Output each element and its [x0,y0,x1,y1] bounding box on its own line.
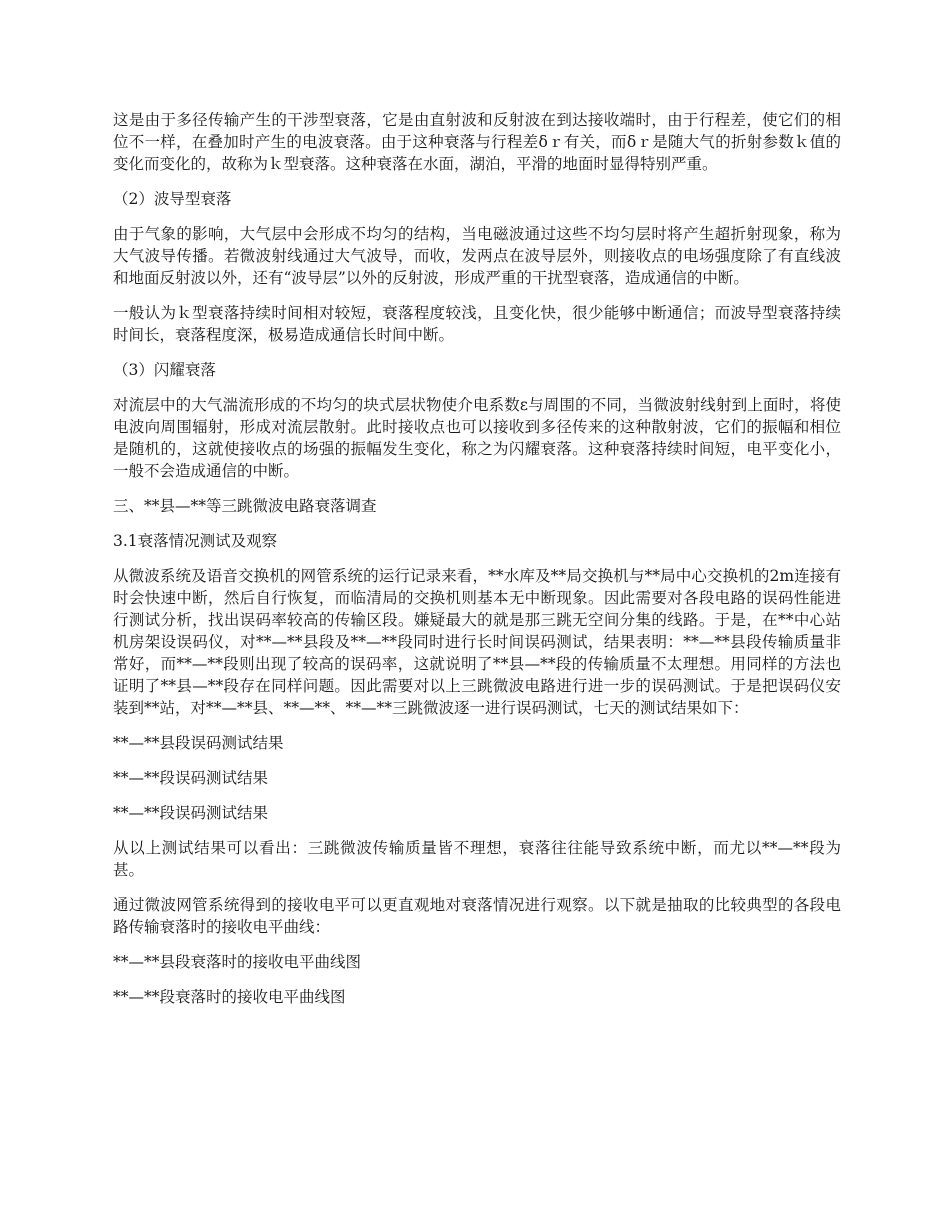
paragraph-receive-level-intro: 通过微波网管系统得到的接收电平可以更直观地对衰落情况进行观察。以下就是抽取的比较典型的各段电路传输衰落时的接收电平曲线： [113,896,841,936]
paragraph-test-conclusion: 从以上测试结果可以看出：三跳微波传输质量皆不理想，衰落往往能导致系统中断，而尤以**—**段为甚。 [113,839,841,879]
subsection-heading-3-1: 3.1衰落情况测试及观察 [113,532,278,550]
caption-test-result-3: **—**段误码测试结果 [113,804,269,822]
caption-test-result-2: **—**段误码测试结果 [113,769,269,787]
paragraph-waveguide-description: 由于气象的影响，大气层中会形成不均匀的结构，当电磁波通过这些不均匀层时将产生超折射现象，称为大气波导传播。若微波射线通过大气波导，而收，发两点在波导层外，则接收点的电场强度除了有直线波和地面反射波以外，还有“波导层”以外的反射波，形成严重的干扰型衰落，造成通信的中断。 [113,225,841,287]
paragraph-test-process: 从微波系统及语音交换机的网管系统的运行记录来看，**水库及**局交换机与**局中心交换机的2m连接有时会快速中断，然后自行恢复，而临清局的交换机则基本无中断现象。因此需要对各段电路的误码性能进行测试分析，找出误码率较高的传输区段。嫌疑最大的就是那三跳无空间分集的线路。于是，在**中心站机房架设误码仪，对**—**县段及**—**段同时进行长时间误码测试，结果表明：**—**县段传输质量非常好，而**—**段则出现了较高的误码率，这就说明了**县—**段的传输质量不太理想。用同样的方法也证明了**县—**段存在同样问题。因此需要对以上三跳微波电路进行进一步的误码测试。于是把误码仪安装到**站，对**—**县、**—**、**—**三跳微波逐一进行误码测试，七天的测试结果如下： [113,567,841,717]
paragraph-k-fading: 这是由于多径传输产生的干涉型衰落，它是由直射波和反射波在到达接收端时，由于行程差，使它们的相位不一样，在叠加时产生的电波衰落。由于这种衰落与行程差δｒ有关，而δｒ是随大气的折射参数ｋ值的变化而变化的，故称为ｋ型衰落。这种衰落在水面，湖泊，平滑的地面时显得特别严重。 [113,111,841,173]
caption-level-curve-2: **—**段衰落时的接收电平曲线图 [113,988,346,1006]
caption-level-curve-1: **—**县段衰落时的接收电平曲线图 [113,953,362,971]
heading-scintillation-fading: （3）闪耀衰落 [113,361,216,379]
document-page [113,109,841,1021]
section-heading-three: 三、**县—**等三跳微波电路衰落调查 [113,497,377,515]
heading-waveguide-fading: （2）波导型衰落 [113,190,232,208]
caption-test-result-1: **—**县段误码测试结果 [113,734,284,752]
paragraph-scintillation-description: 对流层中的大气湍流形成的不均匀的块式层状物使介电系数ε与周围的不同，当微波射线射到上面时，将使电波向周围辐射，形成对流层散射。此时接收点也可以接收到多径传来的这种散射波，它们的振幅和相位是随机的，这就使接收点的场强的振幅发生变化，称之为闪耀衰落。这种衰落持续时间短，电平变化小，一般不会造成通信的中断。 [113,396,841,480]
paragraph-fading-comparison: 一般认为ｋ型衰落持续时间相对较短，衰落程度较浅，且变化快，很少能够中断通信；而波导型衰落持续时间长，衰落程度深，极易造成通信长时间中断。 [113,304,841,344]
